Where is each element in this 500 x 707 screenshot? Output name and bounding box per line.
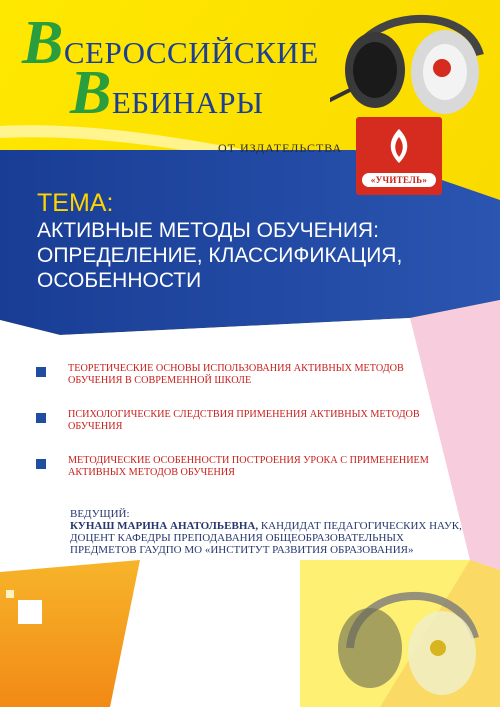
brand-rest-2: ЕБИНАРЫ xyxy=(111,85,264,120)
topics-list xyxy=(36,363,446,501)
bullet-square-icon xyxy=(36,413,46,423)
brand-cap-2: В xyxy=(70,59,112,127)
presenter-label: ВЕДУЩИЙ: xyxy=(70,508,130,520)
logo-emblem-icon xyxy=(384,127,414,167)
list-item-text: ТЕОРЕТИЧЕСКИЕ ОСНОВЫ ИСПОЛЬЗОВАНИЯ АКТИВНЫХ МЕТОДОВ ОБУЧЕНИЯ В СОВРЕМЕННОЙ ШКОЛЕ xyxy=(68,363,404,386)
list-item-text: МЕТОДИЧЕСКИЕ ОСОБЕННОСТИ ПОСТРОЕНИЯ УРОКА С ПРИМЕНЕНИЕМ АКТИВНЫХ МЕТОДОВ ОБУЧЕНИЯ xyxy=(68,455,429,478)
topic-label: ТЕМА: xyxy=(37,189,114,217)
list-item xyxy=(36,363,446,387)
bullet-square-icon xyxy=(36,367,46,377)
publisher-logo xyxy=(356,117,442,195)
bullet-square-icon xyxy=(36,459,46,469)
headset-icon-bottom xyxy=(320,568,490,707)
logo-caption: «УЧИТЕЛЬ» xyxy=(362,173,436,187)
publisher-label: ОТ ИЗДАТЕЛЬСТВА xyxy=(218,141,343,155)
presenter-info xyxy=(70,520,470,556)
presenter-block xyxy=(70,508,470,556)
list-item-text: ПСИХОЛОГИЧЕСКИЕ СЛЕДСТВИЯ ПРИМЕНЕНИЯ АКТИВНЫХ МЕТОДОВ ОБУЧЕНИЯ xyxy=(68,409,420,432)
headset-icon xyxy=(330,0,500,120)
list-item xyxy=(36,455,446,479)
presenter-details: КАНДИДАТ ПЕДАГОГИЧЕСКИХ НАУК, ДОЦЕНТ КАФЕДРЫ ПРЕПОДАВАНИЯ ОБЩЕОБРАЗОВАТЕЛЬНЫХ ПРЕДМЕТОВ ГАУДПО МО «ИНСТИТУТ РАЗВИТИЯ ОБРАЗОВАНИЯ» xyxy=(70,520,462,556)
brand-title-line2 xyxy=(70,59,264,127)
list-item xyxy=(36,409,446,433)
presenter-name: КУНАШ МАРИНА АНАТОЛЬЕВНА, xyxy=(70,520,259,532)
brand-rest-1: СЕРОССИЙСКИЕ xyxy=(63,35,319,70)
brand-cap-1: В xyxy=(22,9,64,77)
topic-text: АКТИВНЫЕ МЕТОДЫ ОБУЧЕНИЯ: ОПРЕДЕЛЕНИЕ, КЛАССИФИКАЦИЯ, ОСОБЕННОСТИ xyxy=(37,219,403,292)
